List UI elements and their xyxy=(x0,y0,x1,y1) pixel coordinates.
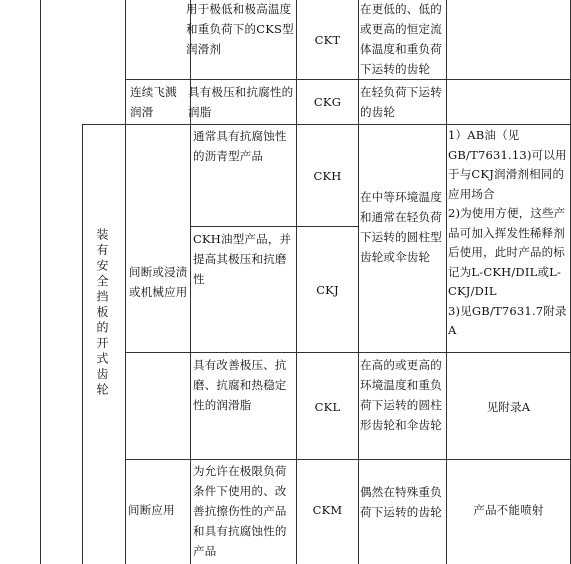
grid-line xyxy=(446,0,447,564)
grid-line xyxy=(82,124,570,125)
code-cell: CKH xyxy=(313,169,342,183)
note-item: 1）AB油（见GB/T7631.13)可以用于与CKJ润滑剂相同的应用场合 xyxy=(448,128,567,201)
subcategory-cell: 连续飞溅润滑 xyxy=(130,85,177,119)
note-item: 2)为使用方便，这些产品可加入挥发性稀释剂后使用，此时产品的标记为L-CKH/DIL或L-CKJ/DIL xyxy=(448,206,566,298)
grid-line xyxy=(125,352,570,353)
category-label: 装有安全挡板的开式齿轮 xyxy=(95,228,109,399)
application-cell: 在更低的、低的或更高的恒定流体温度和重负荷下运转的齿轮 xyxy=(360,2,442,76)
subcategory-cell: 间断或浸渍或机械应用 xyxy=(129,265,188,299)
composition-cell: 具有极压和抗腐性的润脂 xyxy=(188,85,294,119)
code-cell: CKG xyxy=(313,95,342,109)
grid-line xyxy=(125,79,570,80)
composition-cell: 具有改善极压、抗磨、抗腐和热稳定性的润滑脂 xyxy=(193,358,287,412)
subcategory-cell: 间断应用 xyxy=(128,503,175,517)
code-cell: CKM xyxy=(312,503,343,517)
grid-line xyxy=(125,0,126,564)
composition-cell: 用于极低和极高温度和重负荷下的CKS型润滑剂 xyxy=(186,2,294,56)
composition-cell: 通常具有抗腐蚀性的沥青型产品 xyxy=(193,129,287,163)
grid-line xyxy=(190,226,358,227)
grid-line xyxy=(358,0,359,564)
note-item: 3)见GB/T7631.7附录A xyxy=(448,303,567,337)
code-cell: CKL xyxy=(314,400,341,414)
notes-cell xyxy=(448,126,569,341)
application-cell: 在高的或更高的环境温度和重负荷下运转的圆柱形齿轮和伞齿轮 xyxy=(360,358,442,432)
remark-cell: 产品不能喷射 xyxy=(473,503,544,517)
code-cell: CKT xyxy=(314,33,341,47)
composition-cell: CKH油型产品，并提高其极压和抗磨性 xyxy=(193,232,292,286)
application-cell: 偶然在特殊重负荷下运转的齿轮 xyxy=(360,485,442,519)
code-cell: CKJ xyxy=(316,283,339,297)
application-cell: 在中等环境温度和通常在轻负荷下运转的圆柱型齿轮或伞齿轮 xyxy=(360,190,442,264)
application-cell: 在轻负荷下运转的齿轮 xyxy=(360,85,442,119)
composition-cell: 为允许在极限负荷条件下使用的、改善抗擦伤性的产品和具有抗腐蚀性的产品 xyxy=(193,464,287,558)
grid-line xyxy=(125,459,570,460)
grid-line xyxy=(40,0,41,564)
remark-cell: 见附录A xyxy=(486,400,531,414)
category-cell xyxy=(92,228,112,399)
grid-line xyxy=(82,124,83,564)
